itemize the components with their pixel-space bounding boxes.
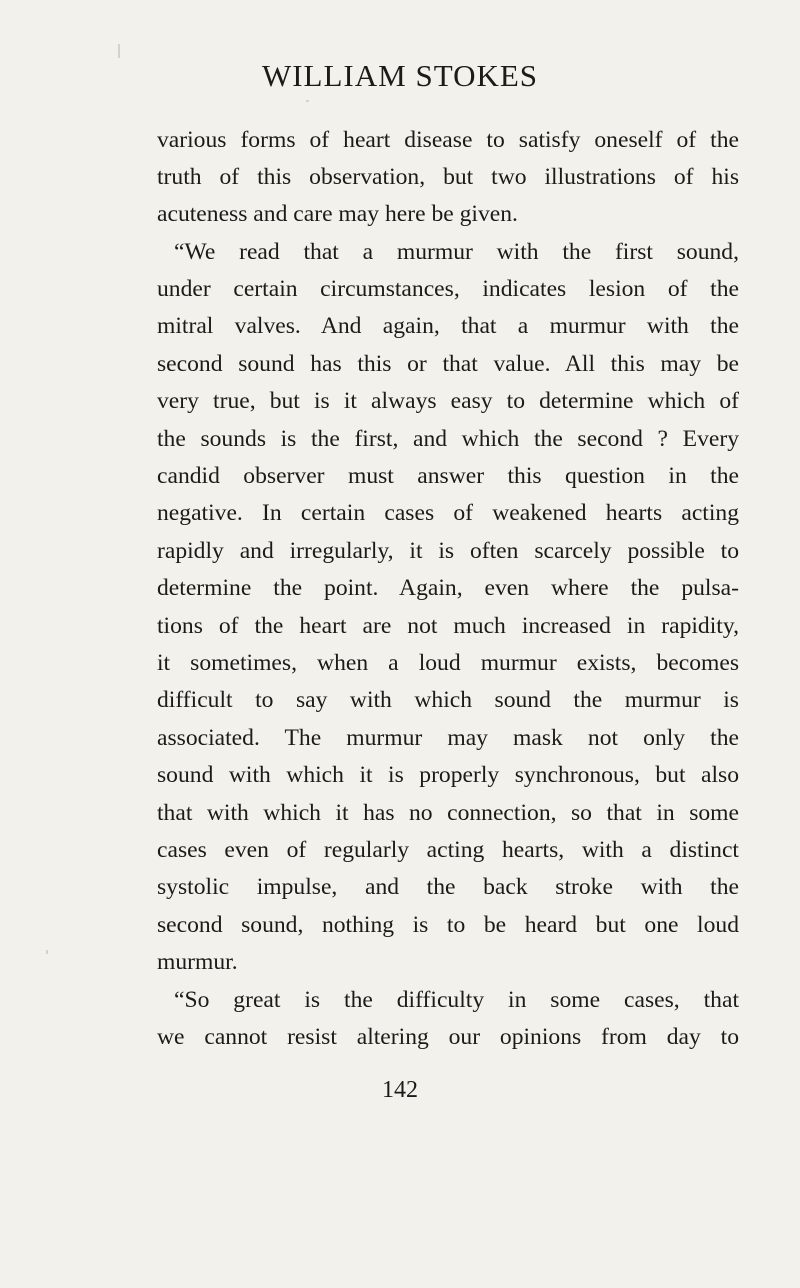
text-line: various forms of heart disease to satisfy oneself of the (157, 127, 739, 153)
text-line: systolic impulse, and the back stroke with the (157, 874, 739, 900)
text-line: the sounds is the first, and which the second ? Every (157, 426, 739, 452)
text-line: associated. The murmur may mask not only the (157, 725, 739, 751)
text-line: “We read that a murmur with the first sound, (174, 239, 739, 265)
text-line: it sometimes, when a loud murmur exists, becomes (157, 650, 739, 676)
text-line: second sound, nothing is to be heard but one loud (157, 912, 739, 938)
text-line: sound with which it is properly synchronous, but also (157, 762, 739, 788)
text-line: second sound has this or that value. All this may be (157, 351, 739, 377)
text-line: we cannot resist altering our opinions from day to (157, 1024, 739, 1050)
text-line: acuteness and care may here be given. (157, 201, 518, 227)
text-line: difficult to say with which sound the murmur is (157, 687, 739, 713)
page-number: 142 (382, 1077, 418, 1103)
text-line: tions of the heart are not much increased in rapidity, (157, 613, 739, 639)
text-line: negative. In certain cases of weakened hearts acting (157, 500, 739, 526)
text-line: very true, but is it always easy to determine which of (157, 388, 739, 414)
text-line: murmur. (157, 949, 238, 975)
text-line: determine the point. Again, even where the pulsa- (157, 575, 739, 601)
paper-speck (118, 44, 120, 58)
running-head: WILLIAM STOKES (261, 58, 539, 93)
text-line: that with which it has no connection, so that in some (157, 800, 739, 826)
text-line: truth of this observation, but two illustrations of his (157, 164, 739, 190)
paper-speck (306, 100, 309, 102)
text-line: “So great is the difficulty in some cases, that (174, 987, 739, 1013)
text-line: under certain circumstances, indicates lesion of the (157, 276, 739, 302)
text-line: mitral valves. And again, that a murmur with the (157, 313, 739, 339)
text-line: rapidly and irregularly, it is often scarcely possible to (157, 538, 739, 564)
text-line: candid observer must answer this question in the (157, 463, 739, 489)
paper-speck (46, 950, 48, 954)
text-line: cases even of regularly acting hearts, with a distinct (157, 837, 739, 863)
